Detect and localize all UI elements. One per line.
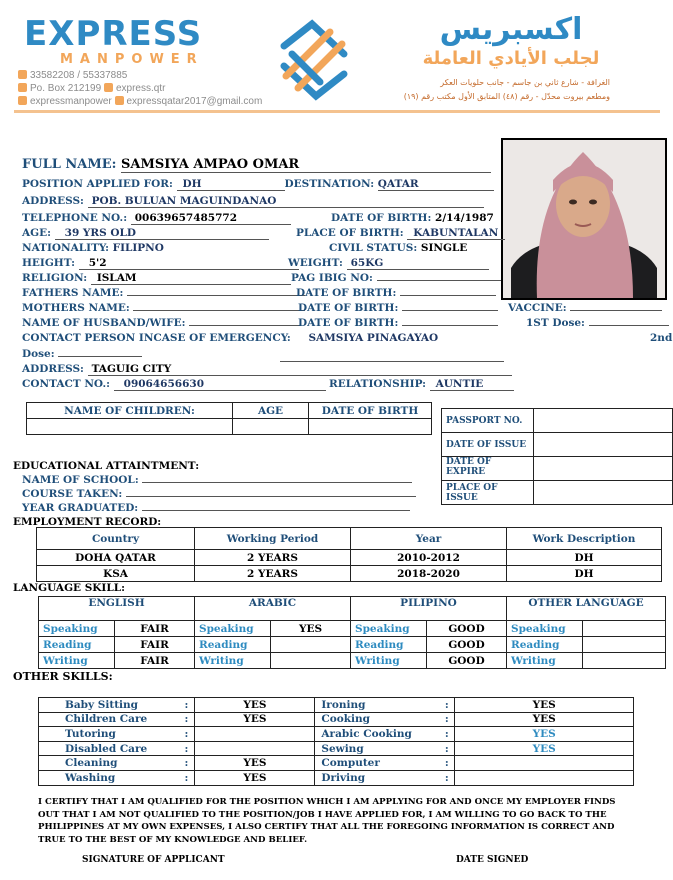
other-skills-heading: OTHER SKILLS: (13, 670, 113, 683)
pilipino-header: PILIPINO (351, 597, 507, 621)
english-header: ENGLISH (39, 597, 195, 621)
mail-box-icon (18, 83, 27, 92)
header-divider (14, 110, 660, 113)
brand-logo-text: EXPRESS (24, 14, 203, 54)
header-phones: 33582208 / 55337885 (18, 70, 127, 81)
arabic-brand-subtitle: لجلب الأيادي العاملة (422, 48, 600, 69)
children-dob-cell (309, 419, 432, 435)
pob-row: PLACE OF BIRTH: KABUNTALAN (296, 227, 505, 240)
second-dose-label: 2nd (650, 332, 673, 344)
table-row: DOHA QATAR 2 YEARS 2010-2012 DH (37, 550, 662, 566)
spouse-dob-row: DATE OF BIRTH: (298, 317, 498, 329)
arabic-address-line-1: الغرافة - شارع ثاني بن جاسم - جانب حلويات العكر (440, 78, 610, 87)
contact-no-row: CONTACT NO.: 09064656630 (22, 378, 326, 391)
nationality-row: NATIONALITY: FILIPNO (22, 242, 164, 254)
children-name-cell (27, 419, 233, 435)
employment-period-header: Working Period (195, 528, 351, 550)
first-dose-row: 1ST Dose: (526, 317, 669, 329)
fathers-name-row: FATHERS NAME: (22, 287, 305, 299)
height-row: HEIGHT: 5'2 (22, 257, 299, 270)
arabic-brand-title: اكسبريس (439, 12, 583, 47)
mothers-name-row: MOTHERS NAME: (22, 302, 305, 314)
passport-table (441, 408, 673, 505)
email-icon (115, 96, 124, 105)
table-row: Tutoring : Arabic Cooking : YES (39, 727, 634, 742)
signature-label: SIGNATURE OF APPLICANT (82, 855, 225, 865)
course-row: COURSE TAKEN: (22, 488, 416, 500)
language-heading: LANGUAGE SKILL: (13, 582, 125, 594)
children-dob-header: DATE OF BIRTH (309, 403, 432, 419)
date-of-issue-value (534, 433, 673, 457)
religion-row: RELIGION: ISLAM (22, 272, 291, 285)
dose-row: Dose: (22, 348, 142, 360)
employment-heading: EMPLOYMENT RECORD: (13, 516, 162, 528)
language-table (38, 596, 666, 669)
date-of-issue-label: DATE OF ISSUE (442, 433, 534, 457)
address-row: ADDRESS: POB. BULUAN MAGUINDANAO (22, 195, 484, 208)
full-name-row: FULL NAME: SAMSIYA AMPAO OMAR (22, 157, 491, 173)
position-row: POSITION APPLIED FOR: DH DESTINATION: QATAR (22, 178, 494, 191)
place-of-issue-value (534, 481, 673, 505)
table-row: Writing FAIR Writing Writing GOOD Writing (39, 653, 666, 669)
employment-year-header: Year (351, 528, 507, 550)
applicant-photo (501, 138, 667, 300)
age-row: AGE: 39 YRS OLD (22, 227, 269, 240)
table-row: KSA 2 YEARS 2018-2020 DH (37, 566, 662, 582)
facebook-icon (104, 83, 113, 92)
instagram-icon (18, 96, 27, 105)
civil-status-row: CIVIL STATUS: SINGLE (329, 242, 468, 254)
emergency-address-row: ADDRESS: TAGUIG CITY (22, 363, 512, 376)
telephone-row: TELEPHONE NO.: 00639657485772 (22, 212, 291, 225)
table-row: Children Care : YES Cooking : YES (39, 712, 634, 727)
other-language-header: OTHER LANGUAGE (507, 597, 666, 621)
date-signed-label: DATE SIGNED (456, 855, 529, 865)
arabic-header: ARABIC (195, 597, 351, 621)
brand-subtitle: MANPOWER (60, 52, 204, 67)
brand-knot-logo (272, 18, 356, 102)
date-of-expire-label: DATE OF EXPIRE (442, 457, 534, 481)
table-row: Reading FAIR Reading Reading GOOD Reading (39, 637, 666, 653)
date-of-expire-value (534, 457, 673, 481)
header-social: expressmanpower expressqatar2017@gmail.com (18, 96, 262, 107)
employment-description-header: Work Description (507, 528, 662, 550)
table-row: Speaking FAIR Speaking YES Speaking GOOD Speaking (39, 621, 666, 637)
children-name-header: NAME OF CHILDREN: (27, 403, 233, 419)
employment-table (36, 527, 662, 582)
passport-no-value (534, 409, 673, 433)
table-row: Washing : YES Driving : (39, 770, 634, 785)
fathers-dob-row: DATE OF BIRTH: (296, 287, 496, 299)
other-skills-table (38, 697, 634, 786)
dose-line (280, 350, 504, 362)
children-age-header: AGE (233, 403, 309, 419)
relationship-row: RELATIONSHIP: AUNTIE (329, 378, 514, 391)
year-graduated-row: YEAR GRADUATED: (22, 502, 410, 514)
table-row: Baby Sitting : YES Ironing : YES (39, 698, 634, 713)
header-pobox: Po. Box 212199 express.qtr (18, 83, 165, 94)
certification-text: I CERTIFY THAT I AM QUALIFIED FOR THE POSITION WHICH I AM APPLYING FOR AND ONCE MY EMPLOYER FINDS OUT THAT I AM NOT QUALIFIED TO THE POSITION/JOB I HAVE APPLIED FOR, I AM WILLING TO GO BACK TO THE PHILIPPINES AT MY OWN EXPENSES, I ALSO CERTIFY THAT ALL THE FOREGOING INFORMATION IS CORRECT AND TRUE TO THE BEST OF MY KNOWLEDGE AND BELIEF. (38, 797, 616, 845)
education-heading: EDUCATIONAL ATTAINTMENT: (13, 460, 200, 472)
mothers-dob-row: DATE OF BIRTH: (298, 302, 498, 314)
phone-icon (18, 70, 27, 79)
place-of-issue-label: PLACE OF ISSUE (442, 481, 534, 505)
spouse-name-row: NAME OF HUSBAND/WIFE: (22, 317, 301, 329)
weight-row: WEIGHT: 65KG (288, 257, 489, 270)
children-age-cell (233, 419, 309, 435)
table-row: Disabled Care : Sewing : YES (39, 741, 634, 756)
passport-no-label: PASSPORT NO. (442, 409, 534, 433)
full-name-value: SAMSIYA AMPAO OMAR (121, 157, 491, 173)
children-table (26, 402, 432, 435)
dob-row: DATE OF BIRTH: 2/14/1987 (331, 212, 494, 224)
pagibig-row: PAG IBIG NO: (291, 272, 501, 284)
vaccine-row: VACCINE: (508, 302, 662, 314)
table-row: Cleaning : YES Computer : (39, 756, 634, 771)
school-row: NAME OF SCHOOL: (22, 474, 412, 486)
arabic-address-line-2: ومطعم بيروت محدّل - رقم (٤٨) المتابق الأول مكتب رقم (١٩) (403, 92, 610, 101)
employment-country-header: Country (37, 528, 195, 550)
emergency-contact-row: CONTACT PERSON INCASE OF EMERGENCY: SAMSIYA PINAGAYAO (22, 332, 439, 344)
